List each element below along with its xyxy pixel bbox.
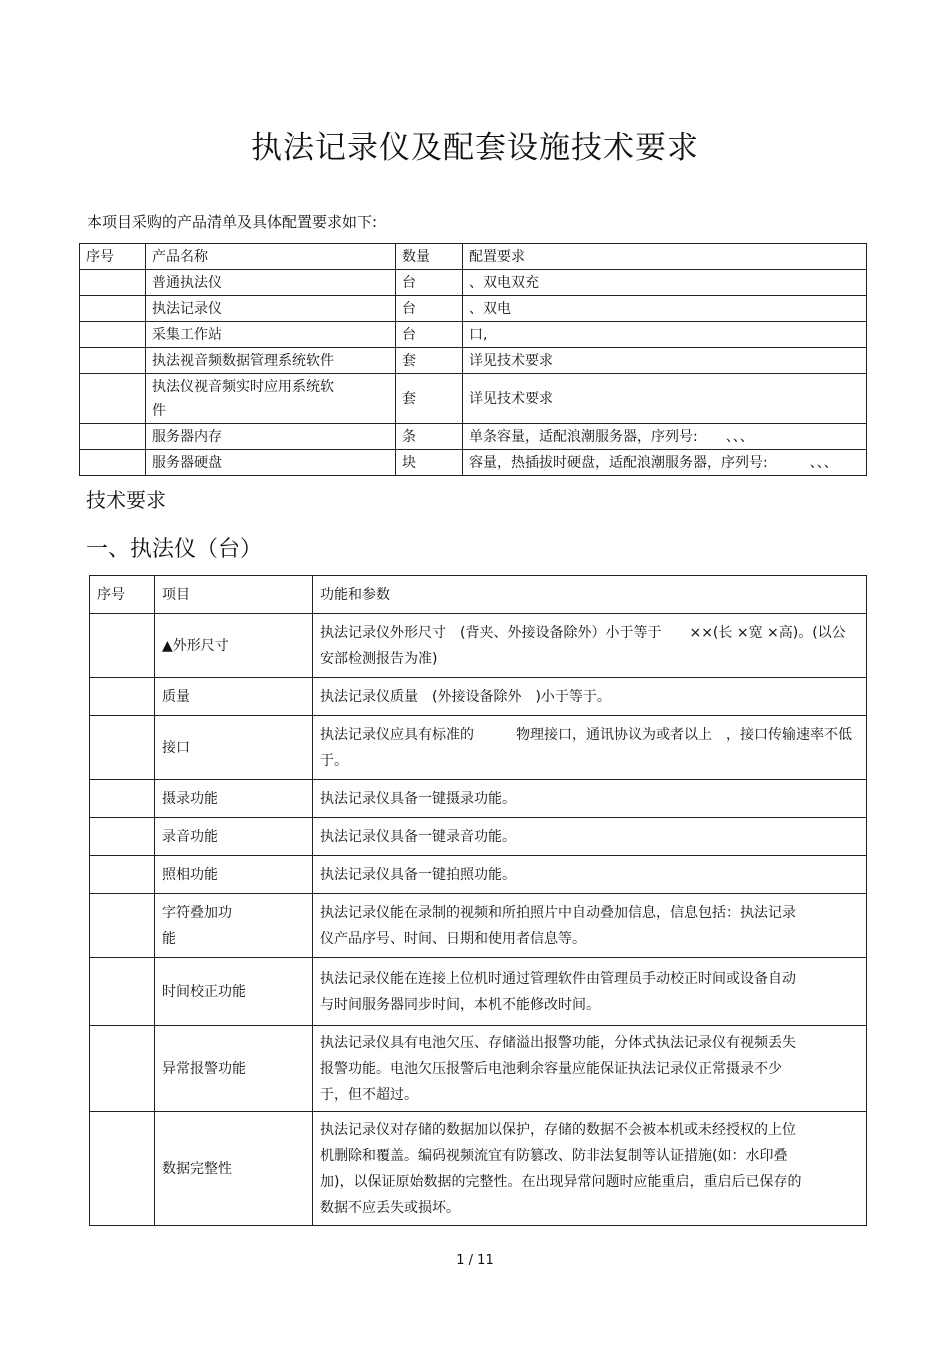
product-requirement: 容量，热插拔时硬盘，适配浪潮服务器，序列号: 、、、 — [463, 450, 867, 476]
spec-detail: 执法记录仪能在连接上位机时通过管理软件由管理员手动校正时间或设备自动与时间服务器同步时间，本机不能修改时间。 — [313, 958, 867, 1026]
row-number — [90, 856, 155, 894]
table-row — [90, 958, 867, 1026]
spec-item: 照相功能 — [155, 856, 313, 894]
column-header: 序号 — [90, 576, 155, 614]
row-number — [80, 450, 146, 476]
row-number — [80, 424, 146, 450]
page-number: 1 / 11 — [456, 1253, 494, 1268]
row-number — [80, 374, 146, 424]
product-name: 普通执法仪 — [146, 270, 396, 296]
spec-item: 数据完整性 — [155, 1112, 313, 1226]
product-qty: 块 — [396, 450, 463, 476]
spec-item: 接口 — [155, 716, 313, 780]
row-number — [90, 678, 155, 716]
row-number — [90, 1112, 155, 1226]
column-header: 产品名称 — [146, 244, 396, 270]
spec-item: 摄录功能 — [155, 780, 313, 818]
table-row — [90, 1026, 867, 1112]
row-number — [80, 348, 146, 374]
spec-detail: 执法记录仪具备一键录音功能。 — [313, 818, 867, 856]
table-row — [90, 818, 867, 856]
product-qty: 套 — [396, 374, 463, 424]
product-qty: 台 — [396, 296, 463, 322]
spec-item: 异常报警功能 — [155, 1026, 313, 1112]
table-row — [80, 296, 867, 322]
spec-detail: 执法记录仪具备一键拍照功能。 — [313, 856, 867, 894]
table-row — [90, 678, 867, 716]
product-name: 执法视音频数据管理系统软件 — [146, 348, 396, 374]
table-row — [90, 894, 867, 958]
document-title: 执法记录仪及配套设施技术要求 — [251, 130, 699, 166]
table-header-row — [90, 576, 867, 614]
table-row — [90, 780, 867, 818]
table-row — [90, 856, 867, 894]
spec-item: ▲外形尺寸 — [155, 614, 313, 678]
row-number — [90, 894, 155, 958]
section-heading-1: 一、执法仪（台） — [86, 537, 263, 562]
spec-detail: 执法记录仪具有电池欠压、存储溢出报警功能，分体式执法记录仪有视频丢失报警功能。电池欠压报警后电池剩余容量应能保证执法记录仪正常摄录不少于，但不超过。 — [313, 1026, 867, 1112]
column-header: 序号 — [80, 244, 146, 270]
spec-item: 录音功能 — [155, 818, 313, 856]
section-heading-tech: 技术要求 — [86, 488, 166, 512]
column-header: 功能和参数 — [313, 576, 867, 614]
product-requirement: 详见技术要求 — [463, 374, 867, 424]
spec-item: 时间校正功能 — [155, 958, 313, 1026]
product-requirement: 详见技术要求 — [463, 348, 867, 374]
row-number — [80, 270, 146, 296]
row-number — [90, 780, 155, 818]
table-row — [90, 716, 867, 780]
product-requirement: 、双电 — [463, 296, 867, 322]
spec-item: 字符叠加功能 — [155, 894, 313, 958]
product-qty: 台 — [396, 322, 463, 348]
spec-detail: 执法记录仪外形尺寸 (背夹、外接设备除外）小于等于 ××(长 ×宽 ×高)。(以公安部检测报告为准) — [313, 614, 867, 678]
product-name: 服务器内存 — [146, 424, 396, 450]
spec-detail: 执法记录仪能在录制的视频和所拍照片中自动叠加信息，信息包括：执法记录仪产品序号、时间、日期和使用者信息等。 — [313, 894, 867, 958]
product-requirement: 、双电双充 — [463, 270, 867, 296]
row-number — [90, 716, 155, 780]
product-requirement: 单条容量，适配浪潮服务器，序列号: 、、、 — [463, 424, 867, 450]
table-row — [80, 374, 867, 424]
table-row — [80, 450, 867, 476]
spec-detail: 执法记录仪对存储的数据加以保护，存储的数据不会被本机或未经授权的上位机删除和覆盖。编码视频流宜有防篡改、防非法复制等认证措施(如：水印叠加)，以保证原始数据的完整性。在出现异常问题时应能重启，重启后已保存的数据不应丢失或损坏。 — [313, 1112, 867, 1226]
row-number — [90, 1026, 155, 1112]
row-number — [80, 296, 146, 322]
row-number — [90, 614, 155, 678]
product-name: 服务器硬盘 — [146, 450, 396, 476]
product-requirement: 口, — [463, 322, 867, 348]
product-name: 执法仪视音频实时应用系统软件 — [146, 374, 396, 424]
column-header: 项目 — [155, 576, 313, 614]
row-number — [90, 818, 155, 856]
spec-item: 质量 — [155, 678, 313, 716]
spec-detail: 执法记录仪质量 (外接设备除外 )小于等于。 — [313, 678, 867, 716]
spec-detail: 执法记录仪应具有标准的 物理接口，通讯协议为或者以上 ，接口传输速率不低于。 — [313, 716, 867, 780]
product-qty: 条 — [396, 424, 463, 450]
spec-table — [89, 575, 867, 1226]
table-row — [80, 348, 867, 374]
table-row — [90, 1112, 867, 1226]
table-row — [80, 270, 867, 296]
product-qty: 套 — [396, 348, 463, 374]
table-header-row — [80, 244, 867, 270]
intro-text: 本项目采购的产品清单及具体配置要求如下: — [87, 213, 378, 231]
column-header: 数量 — [396, 244, 463, 270]
row-number — [90, 958, 155, 1026]
product-name: 采集工作站 — [146, 322, 396, 348]
row-number — [80, 322, 146, 348]
table-row — [80, 322, 867, 348]
column-header: 配置要求 — [463, 244, 867, 270]
table-row — [90, 614, 867, 678]
product-qty: 台 — [396, 270, 463, 296]
table-row — [80, 424, 867, 450]
spec-detail: 执法记录仪具备一键摄录功能。 — [313, 780, 867, 818]
product-table — [79, 243, 867, 476]
product-name: 执法记录仪 — [146, 296, 396, 322]
